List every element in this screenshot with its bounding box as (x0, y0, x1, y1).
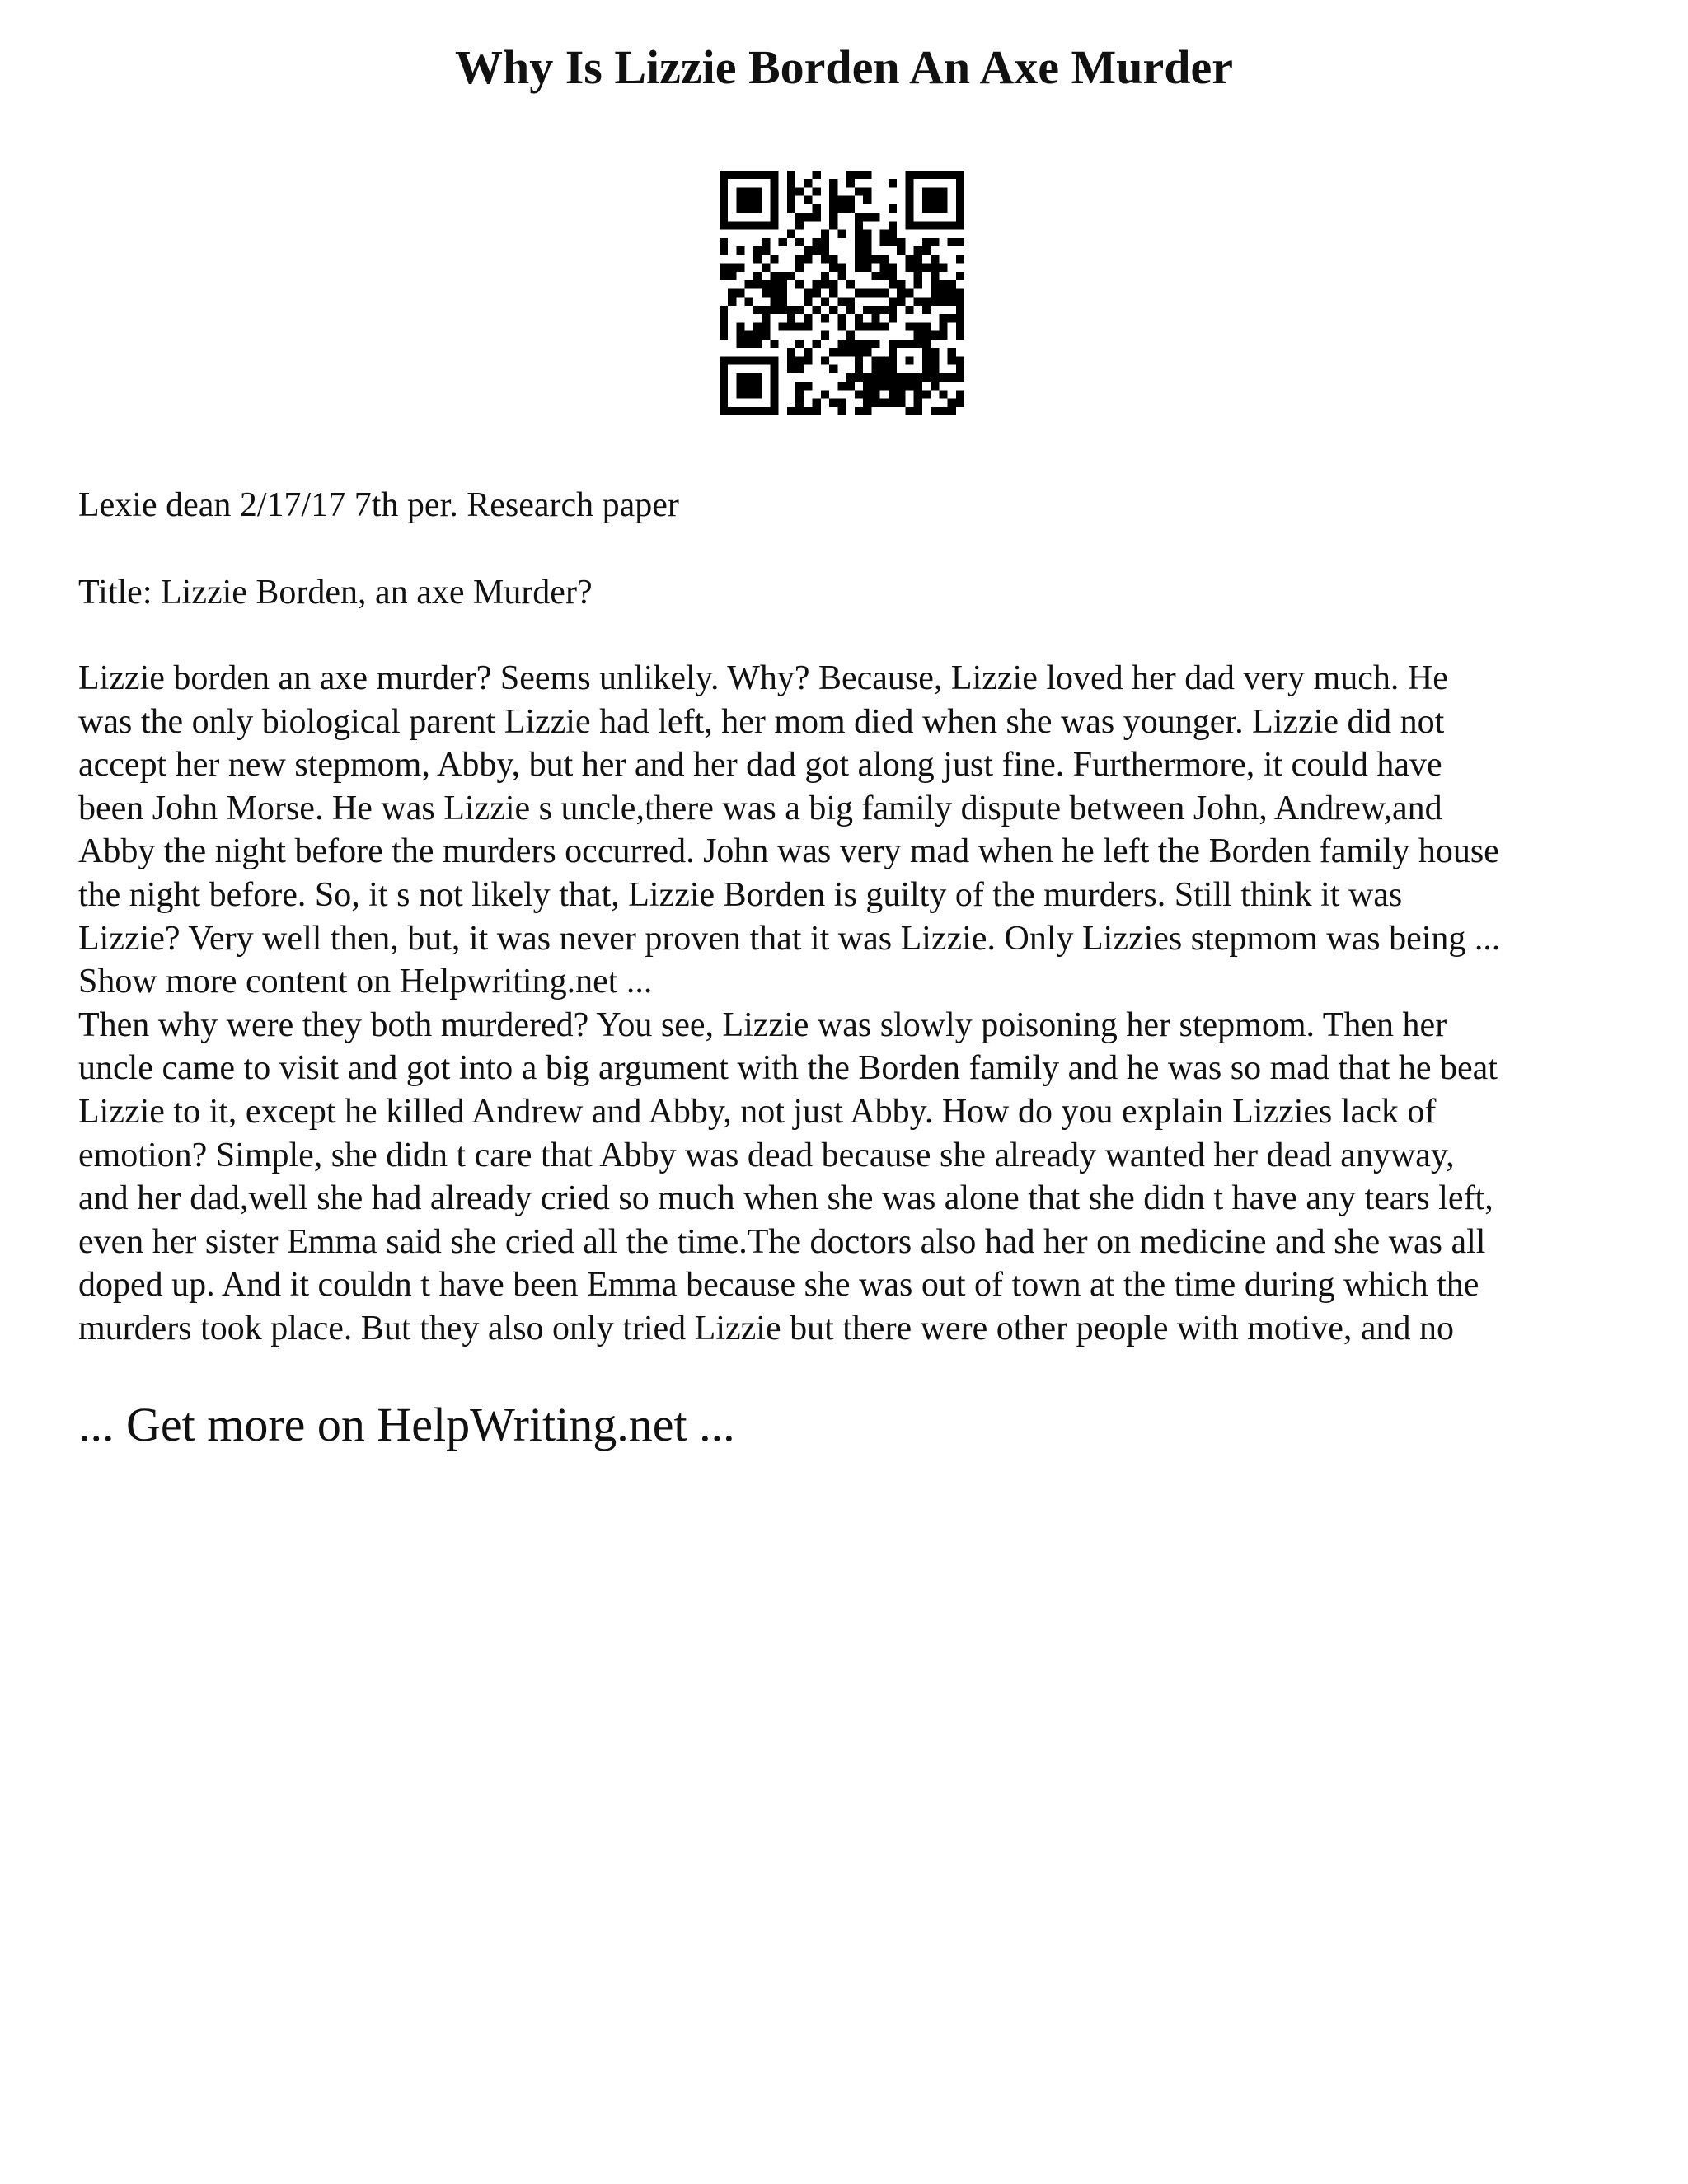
body-line: uncle came to visit and got into a big argument with the Borden family and he was so mad that he beat (78, 1049, 1498, 1088)
essay-body (78, 657, 1628, 1351)
body-line: been John Morse. He was Lizzie s uncle,there was a big family dispute between John, Andrew,and (78, 789, 1442, 827)
get-more-link[interactable]: ... Get more on HelpWriting.net ... (78, 1398, 735, 1451)
body-line: even her sister Emma said she cried all the time.The doctors also had her on medicine and she was all (78, 1222, 1486, 1261)
show-more-line[interactable]: Show more content on Helpwriting.net ... (78, 963, 653, 1001)
author-meta-line: Lexie dean 2/17/17 7th per. Research paper (78, 486, 679, 524)
document-title: Why Is Lizzie Borden An Axe Murder (454, 40, 1234, 94)
body-line: and her dad,well she had already cried so much when she was alone that she didn t have any tears left, (78, 1179, 1493, 1218)
body-line: was the only biological parent Lizzie had left, her mom died when she was younger. Lizzie did not (78, 702, 1445, 741)
body-line: Lizzie? Very well then, but, it was never proven that it was Lizzie. Only Lizzies stepmom was being ... (78, 919, 1501, 958)
body-line: Abby the night before the murders occurred. John was very mad when he left the Borden family house (78, 832, 1499, 871)
body-line: the night before. So, it s not likely that, Lizzie Borden is guilty of the murders. Still think it was (78, 875, 1403, 914)
body-line: emotion? Simple, she didn t care that Abby was dead because she already wanted her dead anyway, (78, 1136, 1455, 1174)
body-line: Lizzie borden an axe murder? Seems unlikely. Why? Because, Lizzie loved her dad very much. He (78, 659, 1448, 697)
body-line: Lizzie to it, except he killed Andrew and Abby, not just Abby. How do you explain Lizzies lack of (78, 1092, 1437, 1131)
body-line: Then why were they both murdered? You see, Lizzie was slowly poisoning her stepmom. Then her (78, 1005, 1447, 1044)
body-line: doped up. And it couldn t have been Emma because she was out of town at the time during which the (78, 1266, 1479, 1305)
body-line: murders took place. But they also only tried Lizzie but there were other people with motive, and no (78, 1309, 1455, 1347)
essay-title-line: Title: Lizzie Borden, an axe Murder? (78, 574, 593, 612)
qr-code-image (720, 171, 964, 415)
body-line: accept her new stepmom, Abby, but her and her dad got along just fine. Furthermore, it could have (78, 746, 1442, 785)
